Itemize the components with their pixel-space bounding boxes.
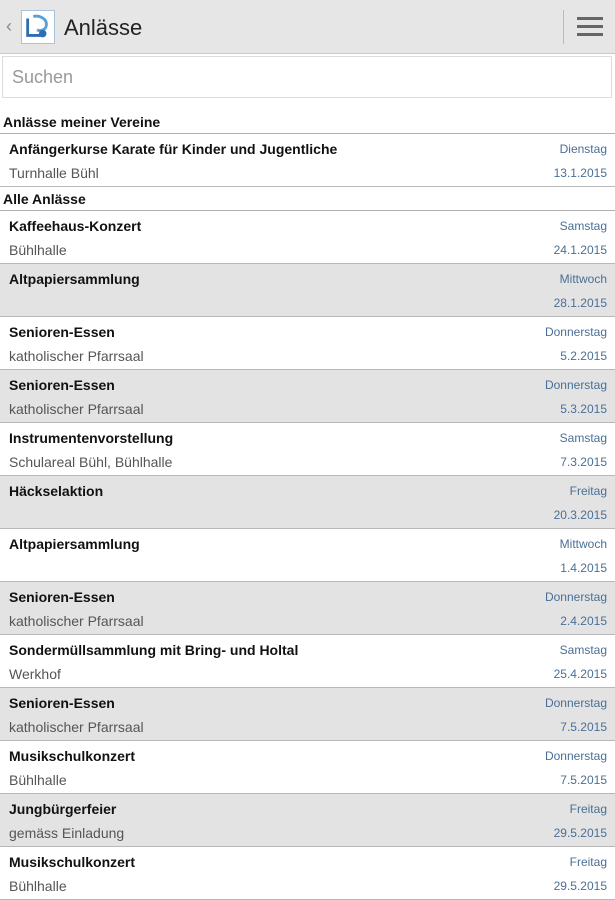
event-location: Bühlhalle xyxy=(9,242,67,258)
event-name: Musikschulkonzert xyxy=(9,748,136,764)
event-weekday: Donnerstag xyxy=(544,696,607,710)
event-weekday: Freitag xyxy=(569,802,607,816)
section-header: Anlässe meiner Vereine xyxy=(0,110,615,134)
event-date: 13.1.2015 xyxy=(553,166,607,180)
event-weekday: Samstag xyxy=(559,643,607,657)
event-name: Senioren-Essen xyxy=(9,324,115,340)
event-location: Bühlhalle xyxy=(9,878,67,894)
event-name: Häckselaktion xyxy=(9,483,104,499)
event-date: 7.3.2015 xyxy=(560,455,607,469)
event-name: Instrumentenvorstellung xyxy=(9,430,174,446)
event-weekday: Donnerstag xyxy=(544,590,607,604)
event-row[interactable] xyxy=(0,847,615,900)
event-weekday: Donnerstag xyxy=(544,325,607,339)
event-weekday: Freitag xyxy=(569,855,607,869)
app-bar xyxy=(0,0,615,54)
event-weekday: Donnerstag xyxy=(544,378,607,392)
event-row[interactable] xyxy=(0,688,615,741)
event-date: 29.5.2015 xyxy=(553,826,607,840)
event-name: Senioren-Essen xyxy=(9,695,115,711)
event-name: Senioren-Essen xyxy=(9,589,115,605)
event-weekday: Dienstag xyxy=(559,142,607,156)
event-row[interactable] xyxy=(0,635,615,688)
event-row[interactable] xyxy=(0,134,615,187)
event-weekday: Samstag xyxy=(559,431,607,445)
event-location: katholischer Pfarrsaal xyxy=(9,719,144,735)
search-box xyxy=(2,56,612,98)
event-name: Kaffeehaus-Konzert xyxy=(9,218,142,234)
event-name: Jungbürgerfeier xyxy=(9,801,117,817)
event-date: 5.3.2015 xyxy=(560,402,607,416)
event-row[interactable] xyxy=(0,741,615,794)
event-date: 24.1.2015 xyxy=(553,243,607,257)
event-location: Turnhalle Bühl xyxy=(9,165,99,181)
event-location: Bühlhalle xyxy=(9,772,67,788)
event-date: 25.4.2015 xyxy=(553,667,607,681)
event-name: Sondermüllsammlung mit Bring- und Holtal xyxy=(9,642,299,658)
event-date: 5.2.2015 xyxy=(560,349,607,363)
event-row[interactable] xyxy=(0,582,615,635)
hamburger-menu-icon[interactable] xyxy=(577,17,603,37)
event-weekday: Mittwoch xyxy=(559,272,607,286)
menu-divider xyxy=(563,10,564,44)
event-weekday: Freitag xyxy=(569,484,607,498)
event-location: katholischer Pfarrsaal xyxy=(9,613,144,629)
event-list xyxy=(0,110,615,900)
event-row[interactable] xyxy=(0,211,615,264)
event-row[interactable] xyxy=(0,794,615,847)
event-date: 7.5.2015 xyxy=(560,720,607,734)
event-row[interactable] xyxy=(0,476,615,529)
event-row[interactable] xyxy=(0,370,615,423)
event-name: Anfängerkurse Karate für Kinder und Jugentliche xyxy=(9,141,338,157)
event-weekday: Mittwoch xyxy=(559,537,607,551)
event-date: 20.3.2015 xyxy=(553,508,607,522)
event-name: Altpapiersammlung xyxy=(9,271,140,287)
event-date: 29.5.2015 xyxy=(553,879,607,893)
event-row[interactable] xyxy=(0,423,615,476)
event-weekday: Donnerstag xyxy=(544,749,607,763)
section-header: Alle Anlässe xyxy=(0,187,615,211)
event-date: 2.4.2015 xyxy=(560,614,607,628)
event-name: Senioren-Essen xyxy=(9,377,115,393)
event-location: katholischer Pfarrsaal xyxy=(9,348,144,364)
back-chevron-icon[interactable]: ‹ xyxy=(6,16,12,36)
event-row[interactable] xyxy=(0,529,615,582)
event-row[interactable] xyxy=(0,264,615,317)
event-name: Altpapiersammlung xyxy=(9,536,140,552)
event-weekday: Samstag xyxy=(559,219,607,233)
page-title: Anlässe xyxy=(64,15,143,40)
event-date: 7.5.2015 xyxy=(560,773,607,787)
event-row[interactable] xyxy=(0,317,615,370)
app-logo-icon[interactable] xyxy=(21,10,55,44)
event-location: Schulareal Bühl, Bühlhalle xyxy=(9,454,173,470)
event-location: Werkhof xyxy=(9,666,61,682)
event-date: 1.4.2015 xyxy=(560,561,607,575)
event-location: katholischer Pfarrsaal xyxy=(9,401,144,417)
event-location: gemäss Einladung xyxy=(9,825,125,841)
event-date: 28.1.2015 xyxy=(553,296,607,310)
event-name: Musikschulkonzert xyxy=(9,854,136,870)
search-input[interactable] xyxy=(3,57,611,97)
